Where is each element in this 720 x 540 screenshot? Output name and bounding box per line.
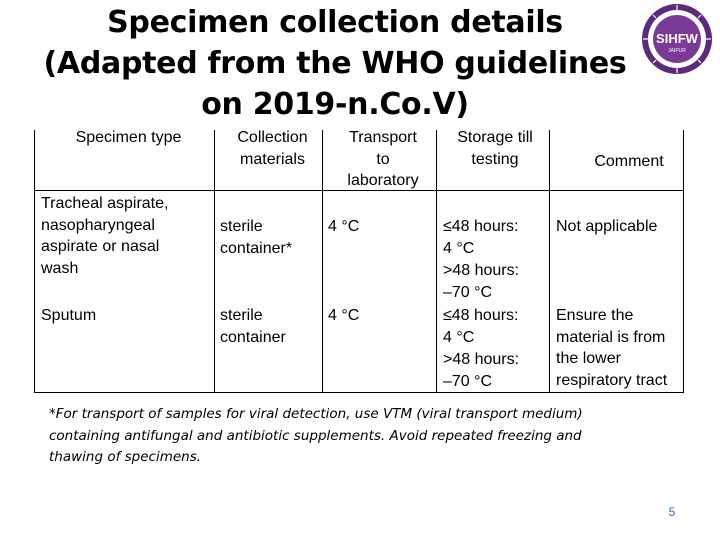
footnote (49, 404, 649, 469)
header-collection-line: Collection (237, 129, 308, 146)
row2-collection (220, 305, 318, 348)
header-transport-line: laboratory (347, 172, 419, 190)
sihfw-logo (640, 2, 714, 76)
cell-line: Ensure the (556, 307, 634, 324)
row1-storage (443, 216, 547, 304)
slide-title (0, 2, 670, 125)
cell-line: the lower (556, 350, 621, 368)
cell-line: –70 °C (443, 284, 493, 301)
header-transport-line: Transport (349, 129, 417, 146)
row1-comment (556, 216, 682, 238)
title-line-3: on 2019-n.Co.V) (201, 87, 469, 122)
cell-line: Sputum (41, 307, 97, 324)
header-storage (436, 127, 554, 170)
cell-line: 4 °C (443, 329, 475, 346)
row1-specimen (41, 193, 211, 279)
header-collection-line: materials (240, 150, 305, 168)
cell-line: aspirate or nasal (41, 238, 160, 256)
row1-collection (220, 216, 318, 259)
cell-line: respiratory tract (556, 371, 668, 389)
logo-text: SIHFW (656, 31, 698, 46)
logo-subtext: JAIPUR (668, 48, 686, 54)
cell-line: >48 hours: (443, 262, 520, 279)
header-comment: Comment (594, 153, 664, 170)
cell-line: –70 °C (443, 373, 493, 390)
cell-line: Tracheal aspirate, (41, 195, 169, 212)
row2-transport: 4 °C (328, 307, 360, 324)
cell-line: nasopharyngeal (41, 216, 155, 234)
title-line-2: (Adapted from the WHO guidelines (43, 46, 627, 81)
cell-line: 4 °C (443, 240, 475, 257)
footnote-line: thawing of specimens. (49, 449, 202, 465)
cell-line: container (220, 328, 286, 346)
title-line-1: Specimen collection details (107, 5, 563, 40)
cell-line: container* (220, 239, 293, 257)
footnote-line: *For transport of samples for viral detection, use VTM (viral transport medium) (49, 406, 583, 422)
header-storage-line: testing (471, 150, 519, 168)
header-transport (322, 127, 444, 192)
footnote-line: containing antifungal and antibiotic supplements. Avoid repeated freezing and (49, 427, 582, 444)
page-number: 5 (668, 505, 676, 519)
header-specimen-type: Specimen type (75, 129, 182, 146)
table-bottom-border (34, 392, 684, 393)
cell-line: >48 hours: (443, 351, 520, 368)
row1-transport: 4 °C (328, 218, 360, 235)
row2-comment (556, 305, 682, 391)
header-collection-materials (214, 127, 331, 170)
cell-line: sterile (220, 307, 263, 324)
row2-storage (443, 305, 547, 393)
cell-line: wash (41, 259, 79, 277)
column-divider (34, 130, 35, 392)
cell-line: ≤48 hours: (443, 307, 519, 324)
header-transport-line: to (376, 150, 390, 168)
header-storage-line: Storage till (457, 129, 533, 146)
row2-specimen (41, 305, 211, 327)
cell-line: ≤48 hours: (443, 218, 519, 235)
cell-line: material is from (556, 328, 666, 346)
cell-line: sterile (220, 218, 263, 235)
cell-line: Not applicable (556, 218, 658, 235)
